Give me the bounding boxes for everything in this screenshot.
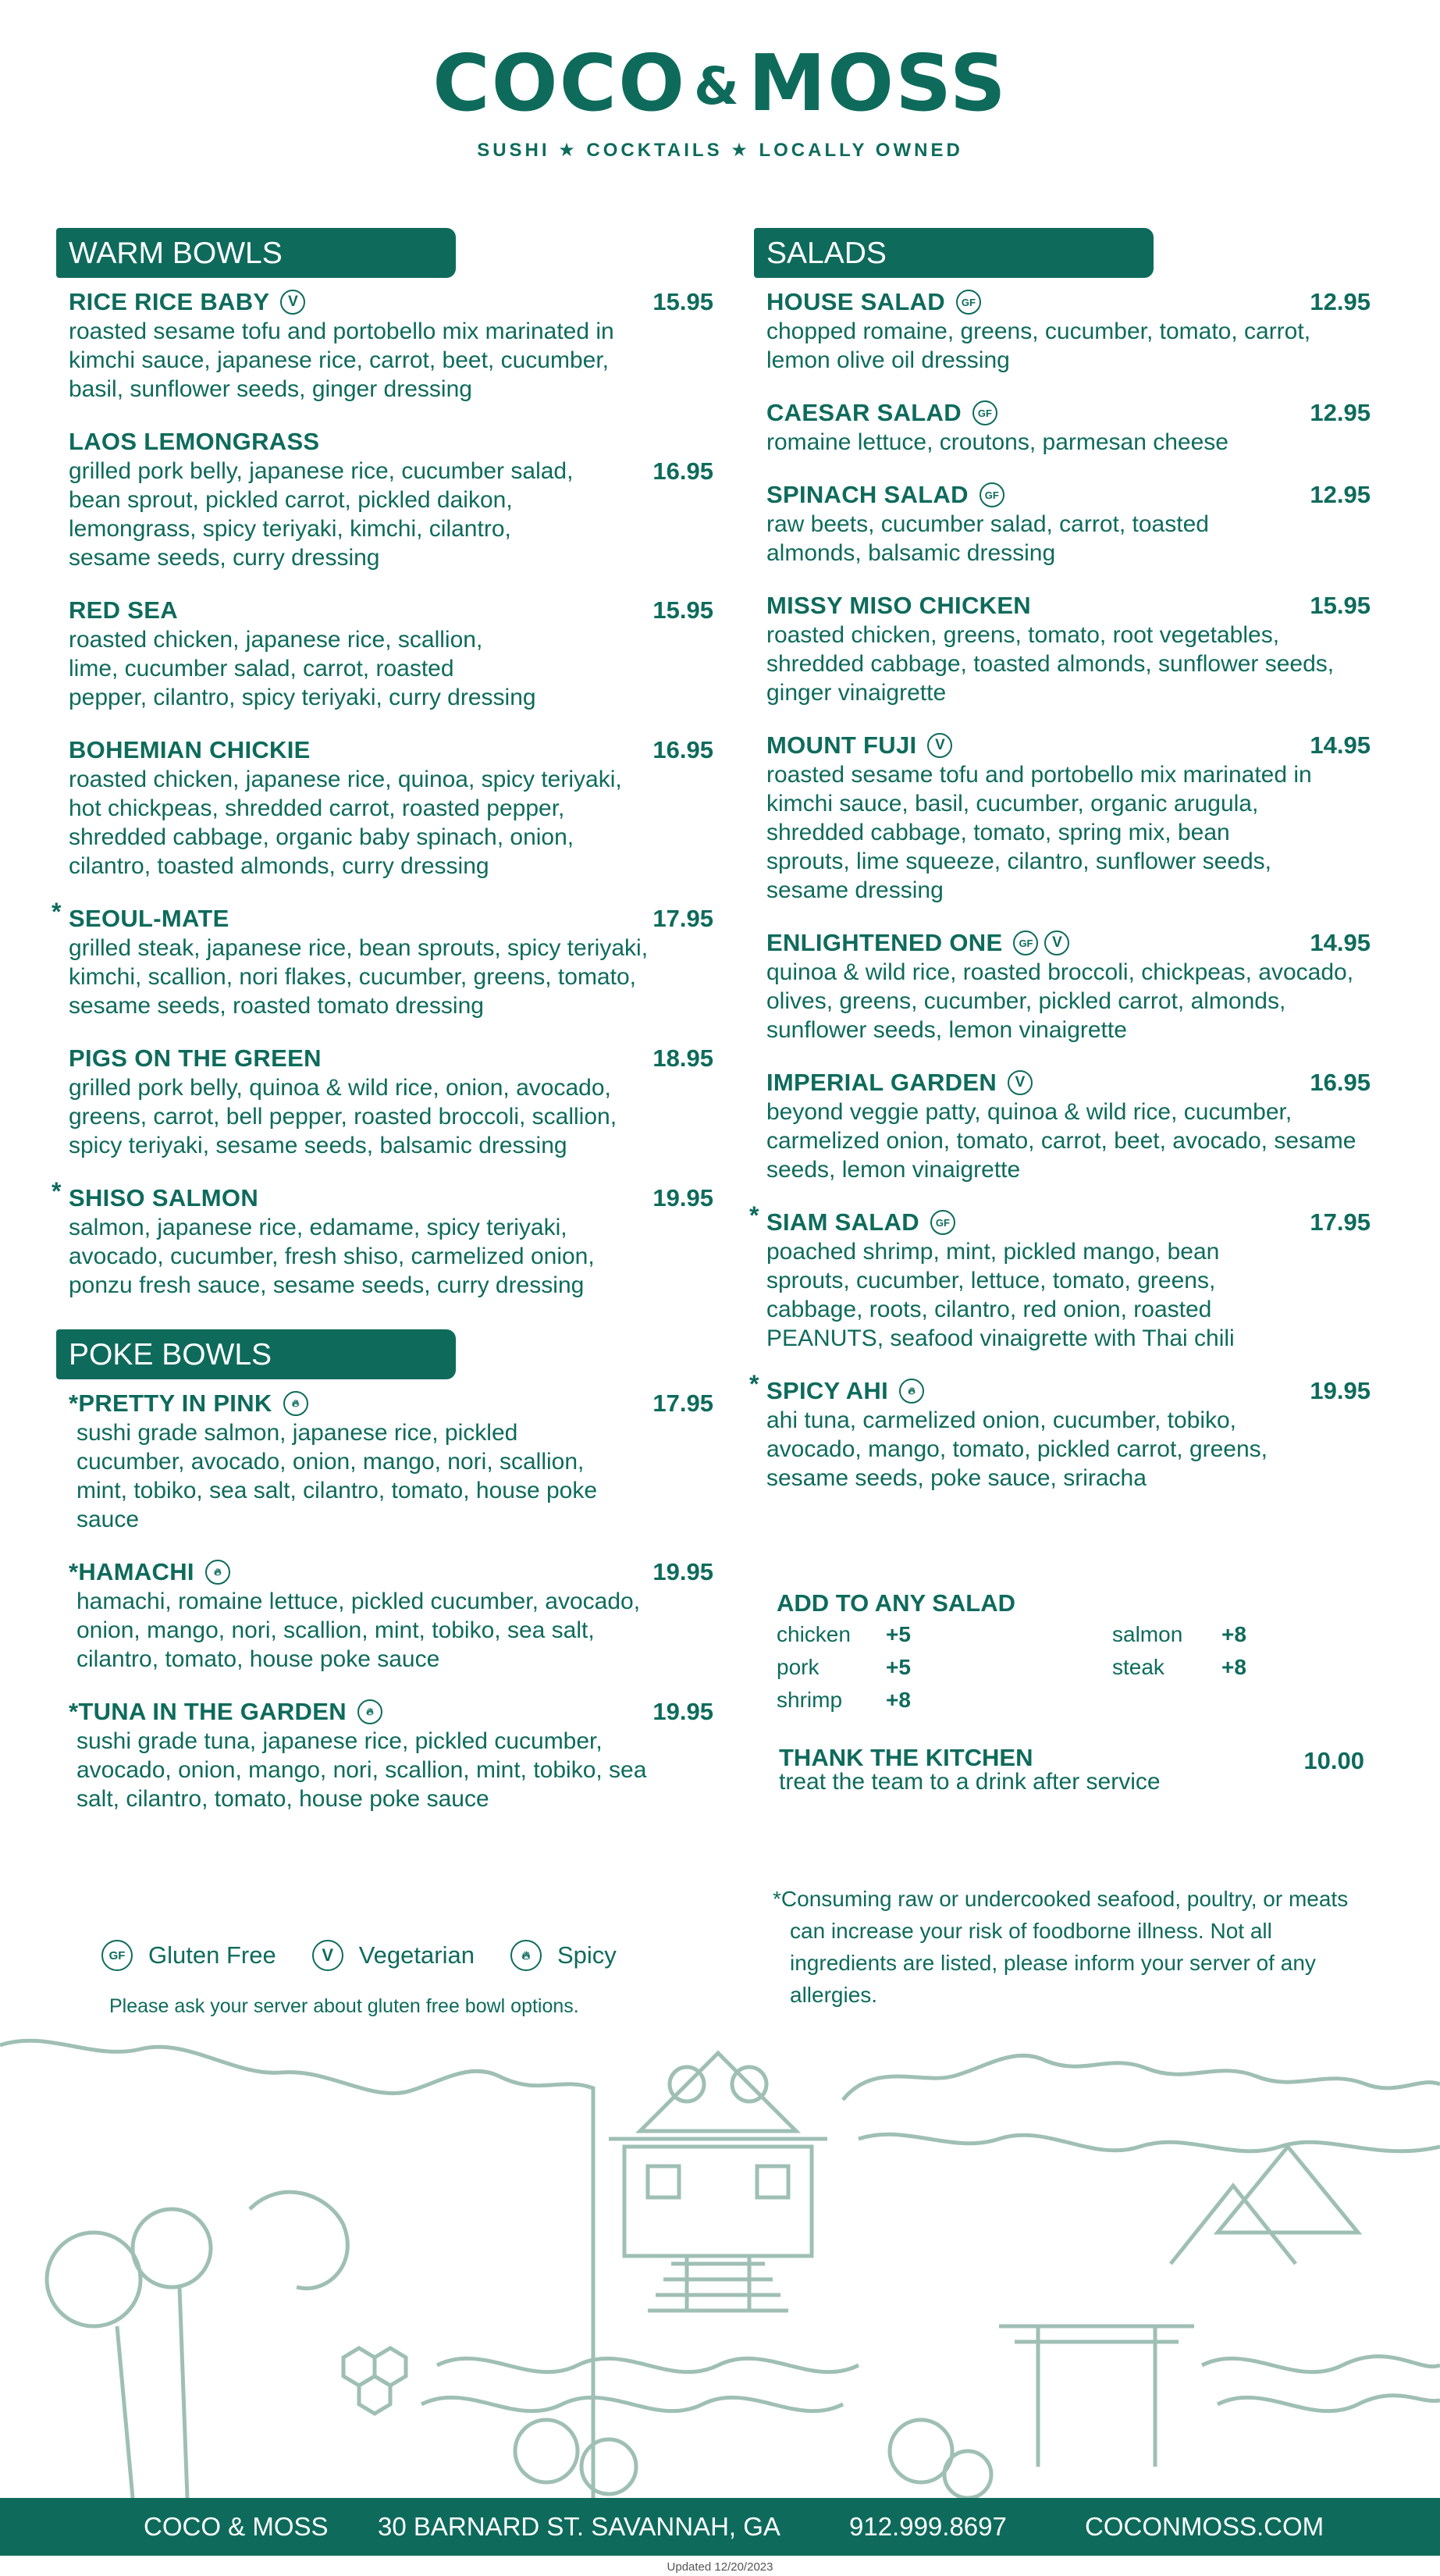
menu-item <box>754 1068 1371 1184</box>
legend-label: Vegetarian <box>358 1941 475 1969</box>
item-description: salmon, japanese rice, edamame, spicy teriyaki, avocado, cucumber, fresh shiso, carmelized onion, ponzu fresh sauce, sesame seeds, curry dressing <box>69 1215 595 1298</box>
vegetarian-icon: V <box>927 733 952 758</box>
addon-salmon <box>1112 1622 1346 1655</box>
garden-illustration <box>0 2030 1440 2498</box>
addon-chicken <box>777 1622 1011 1655</box>
section-header-warm-bowls: WARM BOWLS <box>56 228 456 278</box>
logo-moss: MOSS <box>748 37 1008 129</box>
addon-price: +8 <box>886 1688 911 1712</box>
item-price: 19.95 <box>652 1558 713 1585</box>
footer-bar <box>0 2498 1440 2556</box>
flame-icon: 🔥︎ <box>510 1940 542 1971</box>
item-price: 14.95 <box>1310 731 1371 759</box>
dietary-legend <box>101 1940 617 1971</box>
item-description: sushi grade tuna, japanese rice, pickled cucumber, avocado, onion, mango, nori, scallion, mint, tobiko, sea salt, cilantro, tomato, house poke sauce <box>76 1728 647 1812</box>
addon-name: chicken <box>777 1622 851 1646</box>
footer-website[interactable]: COCONMOSS.COM <box>1085 2512 1324 2541</box>
item-name: MOUNT FUJI <box>766 731 917 759</box>
item-name: SHISO SALMON <box>69 1184 259 1212</box>
item-description: roasted chicken, japanese rice, scallion, lime, cucumber salad, carrot, roasted pepper, cilantro, spicy teriyaki, curry dressing <box>69 627 536 710</box>
item-description: chopped romaine, greens, cucumber, tomato, carrot, lemon olive oil dressing <box>766 318 1311 373</box>
item-price: 19.95 <box>652 1698 713 1725</box>
item-price: 15.95 <box>1310 592 1371 619</box>
item-name: RED SEA <box>69 596 178 624</box>
menu-item <box>56 1557 713 1674</box>
gf-badge-icon: GF <box>101 1940 133 1971</box>
addon-steak <box>1112 1655 1346 1688</box>
menu-item <box>754 591 1371 707</box>
item-description: roasted chicken, greens, tomato, root vegetables, shredded cabbage, toasted almonds, sunflower seeds, ginger vinaigrette <box>766 622 1335 706</box>
item-price: 15.95 <box>652 288 713 315</box>
item-description: ahi tuna, carmelized onion, cucumber, tobiko, avocado, mango, tomato, pickled carrot, greens, sesame seeds, poke sauce, sriracha <box>766 1407 1268 1491</box>
item-price: 12.95 <box>1310 481 1371 508</box>
vegetarian-icon: V <box>280 290 305 315</box>
item-price: 15.95 <box>652 596 713 624</box>
item-name: SEOUL-MATE <box>69 905 229 932</box>
raw-asterisk: * <box>749 1201 759 1229</box>
gluten-free-note: Please ask your server about gluten free bowl options. <box>109 1995 579 2017</box>
menu-item <box>56 427 713 572</box>
item-price: 19.95 <box>1310 1377 1371 1404</box>
item-price: 16.95 <box>1310 1069 1371 1096</box>
item-name: IMPERIAL GARDEN <box>766 1069 997 1096</box>
menu-item <box>749 1370 1371 1493</box>
footer-restaurant-name: COCO & MOSS <box>144 2512 329 2541</box>
thank-the-kitchen <box>779 1744 1364 1795</box>
item-name: PIGS ON THE GREEN <box>69 1044 322 1072</box>
gf-badge-icon: GF <box>980 482 1004 507</box>
item-description: quinoa & wild rice, roasted broccoli, chickpeas, avocado, olives, greens, cucumber, pickled carrot, almonds, sunflower seeds, lemon vinaigrette <box>766 959 1354 1043</box>
section-header-salads: SALADS <box>754 228 1154 278</box>
item-name: *TUNA IN THE GARDEN <box>69 1698 347 1725</box>
menu-item <box>754 928 1371 1044</box>
menu-item <box>754 287 1371 375</box>
item-name: HOUSE SALAD <box>766 288 945 315</box>
item-description: poached shrimp, mint, pickled mango, bean sprouts, cucumber, lettuce, tomato, greens, cabbage, roots, cilantro, red onion, roasted PEANUTS, seafood vinaigrette with Thai chili <box>766 1239 1235 1351</box>
item-name: RICE RICE BABY <box>69 288 270 315</box>
addon-price: +8 <box>1221 1622 1246 1646</box>
poke-bowls-list <box>56 1389 713 1813</box>
menu-item <box>56 1389 713 1534</box>
food-safety-disclaimer <box>773 1883 1366 2011</box>
gf-badge-icon: GF <box>930 1210 955 1235</box>
flame-icon: 🔥︎ <box>283 1391 308 1416</box>
tagline: SUSHI ★ COCKTAILS ★ LOCALLY OWNED <box>477 140 963 161</box>
item-description: beyond veggie patty, quinoa & wild rice, cucumber, carmelized onion, tomato, carrot, beet, avocado, sesame seeds, lemon vinaigrette <box>766 1099 1356 1183</box>
addons-grid <box>777 1622 1323 1716</box>
addon-name: shrimp <box>777 1688 843 1712</box>
addon-name: salmon <box>1112 1622 1183 1646</box>
item-name: SIAM SALAD <box>766 1208 919 1236</box>
warm-bowls-list <box>52 287 713 1300</box>
add-to-salad <box>777 1589 1323 1716</box>
footer-phone: 912.999.8697 <box>849 2512 1007 2541</box>
item-description: hamachi, romaine lettuce, pickled cucumber, avocado, onion, mango, nori, scallion, mint, tobiko, sea salt, cilantro, tomato, house poke sauce <box>76 1589 641 1672</box>
item-description: grilled pork belly, japanese rice, cucumber salad, bean sprout, pickled carrot, pickled daikon, lemongrass, spicy teriyaki, kimchi, cilantro, sesame seeds, curry dressing <box>69 458 574 571</box>
item-price: 17.95 <box>652 1389 713 1417</box>
addon-price: +5 <box>886 1655 911 1679</box>
flame-icon: 🔥︎ <box>205 1560 230 1585</box>
menu-header <box>0 37 1440 162</box>
item-description: romaine lettuce, croutons, parmesan cheese <box>766 429 1228 455</box>
item-name: BOHEMIAN CHICKIE <box>69 736 311 763</box>
menu-item <box>52 1177 713 1300</box>
vegetarian-icon: V <box>1008 1070 1033 1095</box>
item-name: SPICY AHI <box>766 1377 889 1404</box>
gf-badge-icon: GF <box>1013 930 1038 955</box>
gf-badge-icon: GF <box>956 290 981 315</box>
addon-name: steak <box>1112 1655 1164 1679</box>
legend-label: Spicy <box>556 1941 617 1969</box>
v-badge-icon: V <box>312 1940 343 1971</box>
menu-item <box>754 480 1371 568</box>
item-price: 12.95 <box>1310 399 1371 426</box>
logo <box>0 37 1440 130</box>
item-description: grilled pork belly, quinoa & wild rice, onion, avocado, greens, carrot, bell pepper, roasted broccoli, scallion, spicy teriyaki, sesame seeds, balsamic dressing <box>69 1075 617 1158</box>
item-name: ENLIGHTENED ONE <box>766 929 1003 956</box>
vegetarian-icon: V <box>1044 930 1069 955</box>
raw-asterisk: * <box>749 1370 759 1398</box>
item-description: roasted sesame tofu and portobello mix marinated in kimchi sauce, japanese rice, carrot, beet, cucumber, basil, sunflower seeds, ginger dressing <box>69 318 614 402</box>
disclaimer-text: *Consuming raw or undercooked seafood, poultry, or meats can increase your risk of foodborne illness. Not all ingredients are listed, please inform your server of any allergies. <box>773 1887 1349 2007</box>
item-price: 17.95 <box>652 905 713 932</box>
item-price: 19.95 <box>652 1184 713 1212</box>
addon-shrimp <box>777 1688 1011 1720</box>
item-name: MISSY MISO CHICKEN <box>766 592 1031 619</box>
logo-ampersand: & <box>694 56 741 116</box>
flame-icon: 🔥︎ <box>357 1699 382 1724</box>
addon-price: +5 <box>886 1622 911 1646</box>
menu-item <box>56 735 713 881</box>
item-name: *HAMACHI <box>69 1558 194 1585</box>
menu-item <box>56 1044 713 1160</box>
item-price: 17.95 <box>1310 1208 1371 1236</box>
item-description: raw beets, cucumber salad, carrot, toasted almonds, balsamic dressing <box>766 511 1209 566</box>
legend-vegetarian <box>312 1940 475 1971</box>
item-description: grilled steak, japanese rice, bean sprouts, spicy teriyaki, kimchi, scallion, nori flakes, cucumber, greens, tomato, sesame seeds, roasted tomato dressing <box>69 935 649 1019</box>
addon-price: +8 <box>1221 1655 1246 1679</box>
item-price: 14.95 <box>1310 929 1371 956</box>
addon-name: pork <box>777 1655 820 1679</box>
item-name: CAESAR SALAD <box>766 399 962 426</box>
item-name: SPINACH SALAD <box>766 481 969 508</box>
right-column <box>749 228 1371 1516</box>
menu-item <box>56 287 713 404</box>
item-description: sushi grade salmon, japanese rice, pickled cucumber, avocado, onion, mango, nori, scallion, mint, tobiko, sea salt, cilantro, tomato, house poke sauce <box>76 1420 598 1532</box>
legend-gluten-free <box>101 1940 276 1971</box>
raw-asterisk: * <box>52 1177 62 1205</box>
updated-date: Updated 12/20/2023 <box>667 2560 773 2574</box>
item-price: 16.95 <box>652 457 713 485</box>
item-price: 12.95 <box>1310 288 1371 315</box>
footer-address: 30 BARNARD ST. SAVANNAH, GA <box>378 2512 780 2541</box>
item-price: 18.95 <box>652 1044 713 1072</box>
section-header-poke-bowls: POKE BOWLS <box>56 1329 456 1379</box>
menu-item <box>754 731 1371 905</box>
item-description: roasted sesame tofu and portobello mix marinated in kimchi sauce, basil, cucumber, organic arugula, shredded cabbage, tomato, spring mix, bean sprouts, lime squeeze, cilantro, sunflower seeds, sesame dressing <box>766 762 1312 903</box>
left-column <box>52 228 713 1837</box>
flame-icon: 🔥︎ <box>899 1379 924 1404</box>
logo-coco: COCO <box>432 37 687 129</box>
item-name: LAOS LEMONGRASS <box>69 428 320 455</box>
legend-spicy <box>510 1940 617 1971</box>
addons-title: ADD TO ANY SALAD <box>777 1589 1016 1617</box>
raw-asterisk: * <box>52 898 62 926</box>
menu-item <box>56 596 713 712</box>
gf-badge-icon: GF <box>972 400 997 425</box>
item-name: *PRETTY IN PINK <box>69 1389 272 1417</box>
menu-item <box>56 1697 713 1813</box>
menu-item <box>52 898 713 1020</box>
item-price: 16.95 <box>652 736 713 763</box>
legend-label: Gluten Free <box>148 1941 276 1969</box>
salads-list <box>749 287 1371 1493</box>
thanks-description: treat the team to a drink after service <box>779 1769 1161 1795</box>
item-description: roasted chicken, japanese rice, quinoa, spicy teriyaki, hot chickpeas, shredded carrot, roasted pepper, shredded cabbage, organic baby spinach, onion, cilantro, toasted almonds, curry dressing <box>69 767 622 879</box>
menu-item <box>754 398 1371 457</box>
thanks-name: THANK THE KITCHEN <box>779 1744 1033 1771</box>
menu-item <box>749 1201 1371 1353</box>
thanks-price: 10.00 <box>1303 1747 1364 1774</box>
addon-pork <box>777 1655 1011 1688</box>
